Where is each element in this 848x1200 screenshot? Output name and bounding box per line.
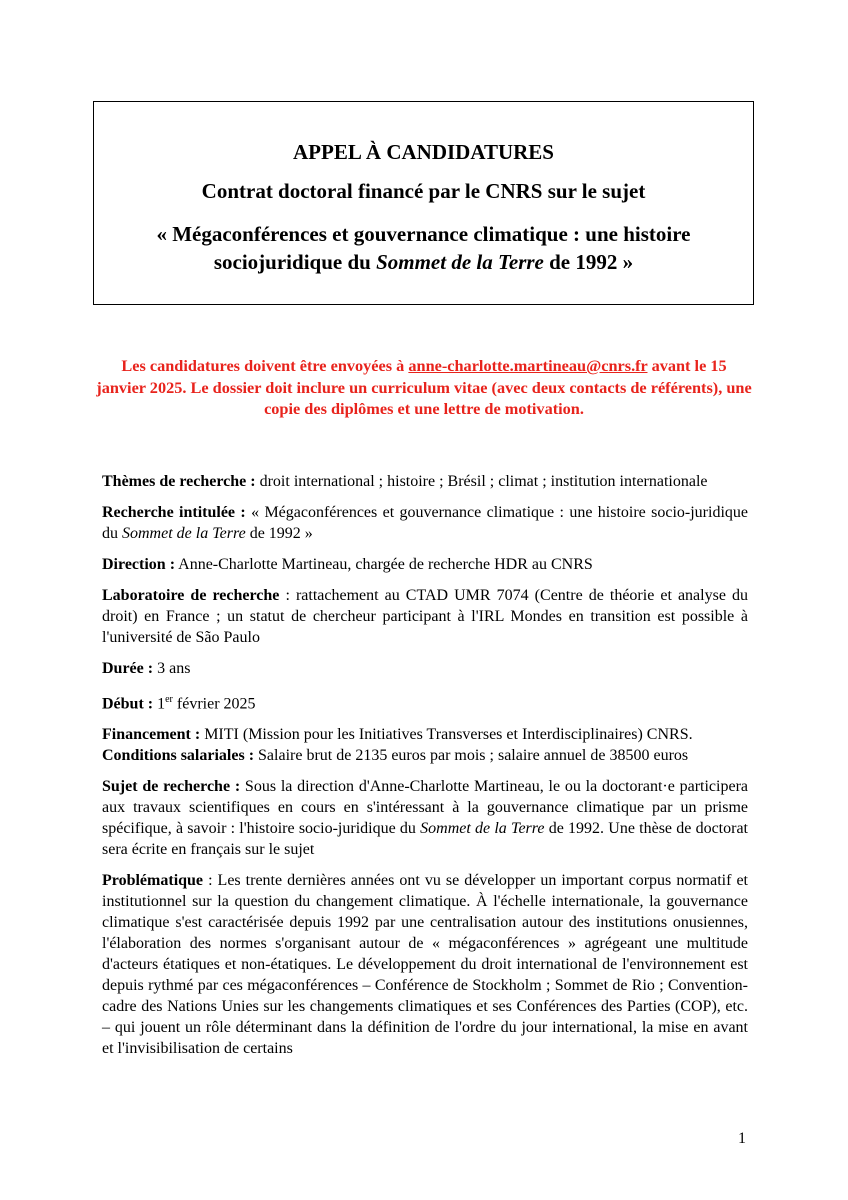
problem-label: Problématique	[102, 872, 204, 890]
page-number: 1	[738, 1130, 746, 1147]
field-duration	[102, 658, 748, 679]
field-subject	[102, 776, 748, 860]
contact-email-link[interactable]: anne-charlotte.martineau@cnrs.fr	[408, 356, 648, 375]
notice-text-a: Les candidatures doivent être envoyées à	[121, 356, 409, 375]
topic-line-1: « Mégaconférences et gouvernance climatique : une histoire	[156, 222, 691, 246]
lab-label: Laboratoire de recherche	[102, 587, 280, 604]
start-value-a: 1	[153, 695, 166, 713]
title-value-a: « Mégaconférences et gouvernance climatique : une histoire socio-juridique du	[102, 504, 748, 542]
subject-label: Sujet de recherche :	[102, 778, 241, 796]
field-problem	[102, 870, 748, 1059]
problem-value: : Les trente dernières années ont vu se développer un important corpus normatif et institutionnel sur la question du changement climatique. À l'échelle internationale, la gouvernance climatique s'est caractérisée depuis 1992 par une centralisation autour des institutions onusiennes, l'élaboration des normes s'organisant autour de « mégaconférences » agrégeant une multitude d'acteurs étatiques et non-étatiques. Le développement du droit international de l'environnement est depuis rythmé par ces mégaconférences – Conférence de Stockholm ; Sommet de Rio ; Convention-cadre des Nations Unies sur les changements climatiques et ses Conférences des Parties (COP), etc. – qui jouent un rôle déterminant dans la définition de l'ordre du jour international, la mise en avant et l'invisibilisation de certains	[102, 872, 748, 1058]
topic-line-2b: de 1992 »	[543, 250, 634, 274]
field-themes	[102, 471, 748, 492]
duration-value: 3 ans	[153, 660, 191, 677]
topic-line-2a: sociojuridique du	[213, 250, 377, 274]
title-label: Recherche intitulée :	[102, 504, 246, 521]
field-direction	[102, 554, 748, 575]
salary-label: Conditions salariales :	[102, 747, 255, 765]
direction-label: Direction :	[102, 556, 176, 573]
start-value-b: février 2025	[172, 695, 256, 713]
subject-value-italic: Sommet de la Terre	[420, 820, 545, 838]
page-subtitle: Contrat doctoral financé par le CNRS sur le sujet	[201, 179, 646, 203]
themes-label: Thèmes de recherche :	[102, 473, 256, 490]
field-title	[102, 502, 748, 544]
duration-label: Durée :	[102, 660, 154, 677]
details-section	[102, 471, 748, 1069]
research-topic	[94, 220, 753, 276]
title-value-italic: Sommet de la Terre	[122, 525, 246, 542]
topic-italic: Sommet de la Terre	[376, 250, 544, 274]
lab-value: : rattachement au CTAD UMR 7074 (Centre de théorie et analyse du droit) en France ; un statut de chercheur participant à l'IRL Mondes en transition est possible à l'université de São Paulo	[102, 587, 748, 646]
subject-value-a: Sous la direction d'Anne-Charlotte Martineau, le ou la doctorant·e participera aux travaux scientifiques en cours en s'intéressant à la gouvernance climatique par un prisme spécifique, à savoir : l'histoire socio-juridique du	[102, 778, 748, 838]
field-salary	[102, 745, 748, 766]
salary-value: Salaire brut de 2135 euros par mois ; salaire annuel de 38500 euros	[254, 747, 689, 765]
title-value-b: de 1992 »	[245, 525, 313, 542]
application-notice	[96, 355, 752, 420]
funding-value: MITI (Mission pour les Initiatives Transverses et Interdisciplinaires) CNRS.	[200, 726, 693, 744]
notice-text-b: avant le 15 janvier 2025. Le dossier doit inclure un curriculum vitae (avec deux contacts de référents), une copie des diplômes et une lettre de motivation.	[96, 356, 752, 418]
start-value-sup: er	[165, 694, 173, 705]
funding-label: Financement :	[102, 726, 201, 744]
field-start	[102, 689, 748, 714]
direction-value: Anne-Charlotte Martineau, chargée de recherche HDR au CNRS	[175, 556, 593, 573]
subject-value-b: de 1992. Une thèse de doctorat sera écrite en français sur le sujet	[102, 820, 749, 859]
themes-value: droit international ; histoire ; Brésil ; climat ; institution internationale	[255, 473, 708, 490]
page-title: APPEL À CANDIDATURES	[293, 140, 554, 164]
title-box	[93, 101, 754, 305]
field-lab	[102, 585, 748, 648]
field-funding	[102, 724, 748, 745]
start-label: Début :	[102, 695, 154, 713]
